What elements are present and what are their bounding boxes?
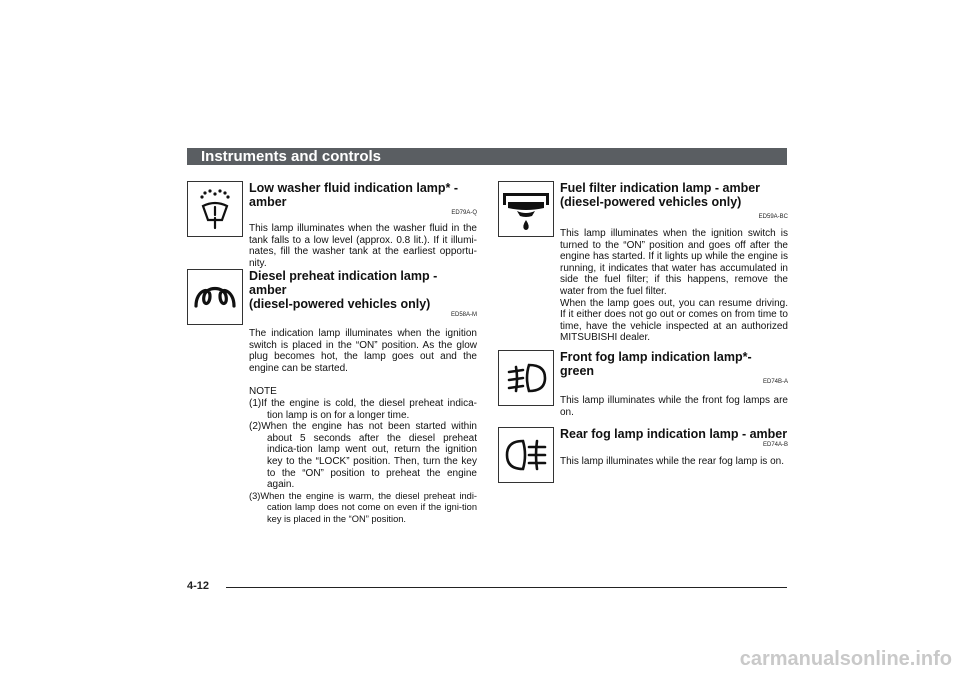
page-number: 4-12 <box>187 580 210 592</box>
fuel-filter-text: This lamp illuminates when the ignition switch is turned to the “ON” position and goes off after the engine has started. If it lights up while the engine is running, it indicates that water has accumulated in side the fuel filter; if this happens, remove the water from the fuel filter. <box>560 228 788 297</box>
fuel-filter-heading-line2: (diesel-powered vehicles only) <box>560 195 742 209</box>
preheat-lamp-heading-line1: Diesel preheat indication lamp - amber <box>249 269 438 297</box>
watermark: carmanualsonline.info <box>739 648 952 670</box>
footer-rule <box>226 587 787 588</box>
preheat-lamp-text: The indication lamp illuminates when the ignition switch is placed in the “ON” position. As the glow plug becomes hot, the lamp goes out and the engine can be started. <box>249 328 477 374</box>
note-item: (2)When the engine has not been started within about 5 seconds after the diesel preheat indica-tion lamp went out, return the ignition key to the “LOCK” position. Then, turn the key to the “ON” position to preheat the engine again. <box>249 421 477 491</box>
rear-fog-code: ED74A-B <box>762 442 788 448</box>
front-fog-heading: Front fog lamp indication lamp*- green <box>560 350 752 378</box>
fuel-filter-heading-line1: Fuel filter indication lamp - amber <box>560 181 761 195</box>
rear-fog-icon-box <box>498 427 554 483</box>
note-label: NOTE <box>249 386 277 398</box>
note-item: (3)When the engine is warm, the diesel preheat indi-cation lamp does not come on even if the igni-tion key is placed in the “ON” position. <box>249 490 477 524</box>
preheat-icon-box <box>187 269 243 325</box>
note-list <box>249 398 477 526</box>
glow-plug-icon <box>188 270 242 324</box>
washer-lamp-section <box>249 181 477 269</box>
washer-lamp-text: This lamp illuminates when the washer fluid in the tank falls to a low level (approx. 0.8 lit.). If it illumi-nates, fill the washer tank at the earliest opportu-nity. <box>249 223 477 269</box>
section-header-bar <box>187 148 787 165</box>
fuel-filter-text-2: When the lamp goes out, you can resume driving. If it either does not go out or comes on from time to time, have the vehicle inspected at an authorized MITSUBISHI dealer. <box>560 297 788 344</box>
washer-lamp-heading: Low washer fluid indication lamp* - amber <box>249 181 459 209</box>
front-fog-code: ED74B-A <box>762 379 788 385</box>
washer-fluid-icon <box>188 182 242 236</box>
preheat-lamp-section <box>249 269 477 526</box>
preheat-lamp-heading-line2: (diesel-powered vehicles only) <box>249 297 431 311</box>
front-fog-lamp-section <box>560 350 788 418</box>
washer-fluid-icon-box <box>187 181 243 237</box>
front-fog-lamp-icon <box>499 351 553 405</box>
washer-lamp-code: ED79A-Q <box>451 210 477 216</box>
rear-fog-lamp-section <box>560 427 788 468</box>
rear-fog-text: This lamp illuminates while the rear fog lamp is on. <box>560 456 784 467</box>
section-title: Instruments and controls <box>201 148 382 165</box>
fuel-filter-code: ED59A-BC <box>758 214 788 220</box>
rear-fog-heading: Rear fog lamp indication lamp - amber <box>560 427 788 441</box>
preheat-lamp-code: ED58A-M <box>450 312 477 318</box>
front-fog-icon-box <box>498 350 554 406</box>
rear-fog-lamp-icon <box>499 428 553 482</box>
front-fog-text: This lamp illuminates while the front fog lamps are on. <box>560 395 788 418</box>
fuel-filter-icon <box>499 182 553 236</box>
fuel-filter-lamp-section <box>560 181 788 344</box>
note-item: (1)If the engine is cold, the diesel preheat indica-tion lamp is on for a longer time. <box>249 397 477 421</box>
fuel-filter-icon-box <box>498 181 554 237</box>
